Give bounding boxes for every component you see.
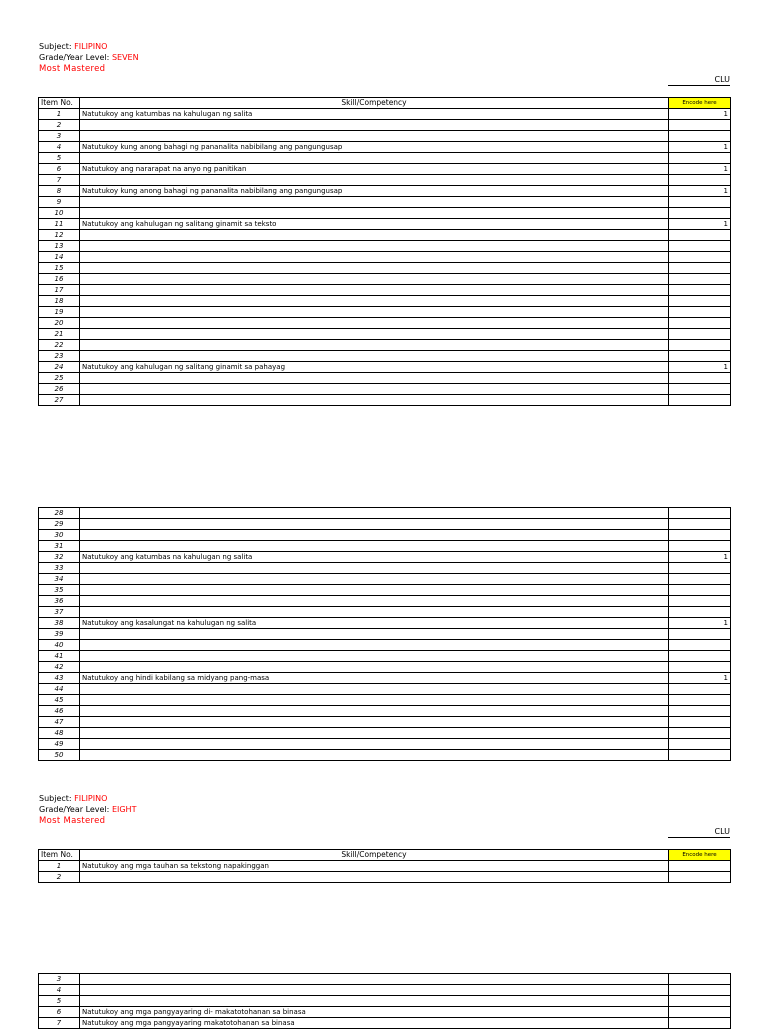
encode-cell[interactable] — [669, 175, 731, 186]
encode-here-header: Encode here — [669, 850, 731, 861]
skill-cell: Natutukoy kung anong bahagi ng pananalita nabibilang ang pangungusap — [80, 142, 669, 153]
encode-cell[interactable] — [669, 651, 731, 662]
table-row — [39, 728, 731, 739]
grade-value: EIGHT — [111, 805, 137, 814]
table-row — [39, 695, 731, 706]
item-number: 17 — [39, 285, 80, 296]
encode-cell[interactable] — [669, 662, 731, 673]
encode-here-header: Encode here — [669, 98, 731, 109]
encode-cell[interactable] — [669, 985, 731, 996]
skill-cell — [80, 175, 669, 186]
table-row — [39, 252, 731, 263]
skill-cell — [80, 684, 669, 695]
encode-cell[interactable] — [669, 996, 731, 1007]
encode-cell[interactable] — [669, 974, 731, 985]
table-row — [39, 596, 731, 607]
skill-competency-header: Skill/Competency — [80, 850, 669, 861]
encode-cell[interactable] — [669, 872, 731, 883]
skill-cell — [80, 241, 669, 252]
skill-cell — [80, 750, 669, 761]
table-row — [39, 153, 731, 164]
table-row — [39, 519, 731, 530]
encode-cell[interactable] — [669, 208, 731, 219]
item-number: 4 — [39, 985, 80, 996]
encode-cell[interactable] — [669, 563, 731, 574]
encode-cell[interactable]: 1 — [669, 673, 731, 684]
item-number: 35 — [39, 585, 80, 596]
item-number: 40 — [39, 640, 80, 651]
item-number: 9 — [39, 197, 80, 208]
item-number: 6 — [39, 1007, 80, 1018]
table-row — [39, 197, 731, 208]
encode-cell[interactable] — [669, 131, 731, 142]
table-row — [39, 618, 731, 629]
encode-cell[interactable] — [669, 120, 731, 131]
skill-cell: Natutukoy ang hindi kabilang sa midyang pang-masa — [80, 673, 669, 684]
encode-cell[interactable] — [669, 585, 731, 596]
table-row — [39, 996, 731, 1007]
table-row — [39, 230, 731, 241]
item-number: 1 — [39, 109, 80, 120]
item-number: 39 — [39, 629, 80, 640]
encode-cell[interactable] — [669, 307, 731, 318]
item-number: 46 — [39, 706, 80, 717]
table-row — [39, 296, 731, 307]
table-row — [39, 186, 731, 197]
table-row — [39, 563, 731, 574]
encode-cell[interactable] — [669, 574, 731, 585]
skill-cell — [80, 728, 669, 739]
skill-cell: Natutukoy ang mga pangyayaring di- makatotohanan sa binasa — [80, 1007, 669, 1018]
skill-competency-header: Skill/Competency — [80, 98, 669, 109]
skill-cell — [80, 508, 669, 519]
table-row — [39, 530, 731, 541]
encode-cell[interactable]: 1 — [669, 219, 731, 230]
encode-cell[interactable] — [669, 684, 731, 695]
table-row — [39, 629, 731, 640]
item-number: 31 — [39, 541, 80, 552]
encode-cell[interactable] — [669, 263, 731, 274]
item-number: 15 — [39, 263, 80, 274]
table-row — [39, 307, 731, 318]
grade-line-seven — [39, 52, 139, 63]
item-number: 27 — [39, 395, 80, 406]
item-number: 5 — [39, 996, 80, 1007]
table-header-row — [39, 98, 731, 109]
item-number: 32 — [39, 552, 80, 563]
skill-cell — [80, 607, 669, 618]
table-row — [39, 541, 731, 552]
encode-cell[interactable] — [669, 861, 731, 872]
skill-cell — [80, 563, 669, 574]
skill-cell — [80, 131, 669, 142]
encode-cell[interactable] — [669, 252, 731, 263]
table-row — [39, 662, 731, 673]
table-row — [39, 208, 731, 219]
item-number: 6 — [39, 164, 80, 175]
encode-cell[interactable] — [669, 530, 731, 541]
encode-cell[interactable] — [669, 384, 731, 395]
skill-cell — [80, 662, 669, 673]
item-number: 25 — [39, 373, 80, 384]
skill-cell — [80, 629, 669, 640]
subject-value: FILIPINO — [74, 794, 108, 803]
skill-cell: Natutukoy ang mga tauhan sa tekstong napakinggan — [80, 861, 669, 872]
encode-cell[interactable] — [669, 728, 731, 739]
clu-label-eight: CLU — [668, 827, 730, 838]
item-number: 44 — [39, 684, 80, 695]
subject-line-eight — [39, 793, 107, 804]
item-number: 24 — [39, 362, 80, 373]
item-number: 4 — [39, 142, 80, 153]
skill-cell — [80, 318, 669, 329]
item-number: 28 — [39, 508, 80, 519]
item-number: 48 — [39, 728, 80, 739]
skill-cell: Natutukoy ang kahulugan ng salitang ginamit sa pahayag — [80, 362, 669, 373]
table-row — [39, 373, 731, 384]
encode-cell[interactable] — [669, 541, 731, 552]
item-number: 11 — [39, 219, 80, 230]
encode-cell[interactable] — [669, 1007, 731, 1018]
table-row — [39, 395, 731, 406]
encode-cell[interactable] — [669, 607, 731, 618]
encode-cell[interactable]: 1 — [669, 109, 731, 120]
item-no-header: Item No. — [39, 98, 80, 109]
item-number: 38 — [39, 618, 80, 629]
item-number: 7 — [39, 1018, 80, 1029]
table-body — [39, 850, 731, 883]
table-row — [39, 274, 731, 285]
item-number: 49 — [39, 739, 80, 750]
skill-cell — [80, 230, 669, 241]
skill-cell — [80, 974, 669, 985]
encode-cell[interactable] — [669, 230, 731, 241]
skill-cell — [80, 574, 669, 585]
table-row — [39, 263, 731, 274]
skill-cell: Natutukoy ang katumbas na kahulugan ng salita — [80, 109, 669, 120]
table-row — [39, 329, 731, 340]
table-row — [39, 120, 731, 131]
item-number: 45 — [39, 695, 80, 706]
table-row — [39, 651, 731, 662]
skill-cell — [80, 717, 669, 728]
table-row — [39, 640, 731, 651]
item-number: 14 — [39, 252, 80, 263]
skill-cell — [80, 208, 669, 219]
item-number: 37 — [39, 607, 80, 618]
table-row — [39, 552, 731, 563]
skill-cell — [80, 329, 669, 340]
skill-cell — [80, 395, 669, 406]
encode-cell[interactable] — [669, 197, 731, 208]
item-number: 22 — [39, 340, 80, 351]
skill-cell — [80, 274, 669, 285]
item-number: 26 — [39, 384, 80, 395]
table-row — [39, 241, 731, 252]
subject-label: Subject: — [39, 42, 72, 51]
item-number: 43 — [39, 673, 80, 684]
skill-cell: Natutukoy kung anong bahagi ng pananalita nabibilang ang pangungusap — [80, 186, 669, 197]
item-number: 16 — [39, 274, 80, 285]
encode-cell[interactable] — [669, 629, 731, 640]
item-number: 12 — [39, 230, 80, 241]
item-number: 41 — [39, 651, 80, 662]
skill-cell — [80, 120, 669, 131]
item-number: 34 — [39, 574, 80, 585]
skill-cell — [80, 872, 669, 883]
table-row — [39, 175, 731, 186]
subject-label: Subject: — [39, 794, 72, 803]
table-row — [39, 706, 731, 717]
encode-cell[interactable]: 1 — [669, 362, 731, 373]
skill-cell: Natutukoy ang mga pangyayaring makatotohanan sa binasa — [80, 1018, 669, 1029]
skill-cell — [80, 739, 669, 750]
encode-cell[interactable] — [669, 508, 731, 519]
competency-table-eight-b — [38, 973, 731, 1029]
encode-cell[interactable]: 1 — [669, 142, 731, 153]
table-row — [39, 351, 731, 362]
item-no-header: Item No. — [39, 850, 80, 861]
subject-line-seven — [39, 41, 107, 52]
skill-cell — [80, 153, 669, 164]
table-row — [39, 750, 731, 761]
grade-line-eight — [39, 804, 136, 815]
competency-table-seven-b — [38, 507, 731, 761]
encode-cell[interactable] — [669, 519, 731, 530]
table-body — [39, 98, 731, 406]
table-row — [39, 508, 731, 519]
subject-value: FILIPINO — [74, 42, 108, 51]
skill-cell — [80, 373, 669, 384]
encode-cell[interactable] — [669, 241, 731, 252]
skill-cell — [80, 640, 669, 651]
item-number: 18 — [39, 296, 80, 307]
skill-cell — [80, 651, 669, 662]
encode-cell[interactable] — [669, 340, 731, 351]
encode-cell[interactable]: 1 — [669, 186, 731, 197]
table-row — [39, 362, 731, 373]
skill-cell: Natutukoy ang katumbas na kahulugan ng salita — [80, 552, 669, 563]
grade-value: SEVEN — [111, 53, 139, 62]
skill-cell — [80, 706, 669, 717]
item-number: 2 — [39, 872, 80, 883]
table-row — [39, 585, 731, 596]
skill-cell — [80, 695, 669, 706]
table-header-row — [39, 850, 731, 861]
item-number: 30 — [39, 530, 80, 541]
table-row — [39, 1007, 731, 1018]
most-mastered-title-eight — [39, 815, 105, 827]
item-number: 5 — [39, 153, 80, 164]
clu-label-seven: CLU — [668, 75, 730, 86]
item-number: 10 — [39, 208, 80, 219]
skill-cell: Natutukoy ang nararapat na anyo ng panitikan — [80, 164, 669, 175]
encode-cell[interactable] — [669, 351, 731, 362]
encode-cell[interactable] — [669, 640, 731, 651]
table-body — [39, 974, 731, 1029]
encode-cell[interactable]: 1 — [669, 164, 731, 175]
encode-cell[interactable] — [669, 706, 731, 717]
section-subtitle: Most Mastered — [39, 64, 106, 74]
table-row — [39, 717, 731, 728]
encode-cell[interactable] — [669, 318, 731, 329]
skill-cell — [80, 384, 669, 395]
item-number: 33 — [39, 563, 80, 574]
encode-cell[interactable]: 1 — [669, 552, 731, 563]
skill-cell: Natutukoy ang kasalungat na kahulugan ng salita — [80, 618, 669, 629]
table-body — [39, 508, 731, 761]
encode-cell[interactable] — [669, 373, 731, 384]
encode-cell[interactable] — [669, 717, 731, 728]
table-row — [39, 142, 731, 153]
item-number: 19 — [39, 307, 80, 318]
grade-label: Grade/Year Level: — [39, 53, 110, 62]
skill-cell — [80, 530, 669, 541]
table-row — [39, 861, 731, 872]
encode-cell[interactable] — [669, 596, 731, 607]
item-number: 2 — [39, 120, 80, 131]
encode-cell[interactable]: 1 — [669, 618, 731, 629]
skill-cell — [80, 252, 669, 263]
section-subtitle: Most Mastered — [39, 816, 106, 826]
encode-cell[interactable] — [669, 395, 731, 406]
competency-table-eight-a — [38, 849, 731, 883]
table-row — [39, 739, 731, 750]
table-row — [39, 164, 731, 175]
item-number: 20 — [39, 318, 80, 329]
table-row — [39, 974, 731, 985]
table-row — [39, 872, 731, 883]
table-row — [39, 318, 731, 329]
item-number: 29 — [39, 519, 80, 530]
table-row — [39, 340, 731, 351]
skill-cell — [80, 596, 669, 607]
table-row — [39, 219, 731, 230]
table-row — [39, 285, 731, 296]
encode-cell[interactable] — [669, 153, 731, 164]
skill-cell — [80, 263, 669, 274]
table-row — [39, 109, 731, 120]
encode-cell[interactable] — [669, 329, 731, 340]
table-row — [39, 384, 731, 395]
skill-cell — [80, 351, 669, 362]
table-row — [39, 673, 731, 684]
table-row — [39, 574, 731, 585]
item-number: 50 — [39, 750, 80, 761]
skill-cell — [80, 296, 669, 307]
skill-cell: Natutukoy ang kahulugan ng salitang ginamit sa teksto — [80, 219, 669, 230]
skill-cell — [80, 985, 669, 996]
item-number: 42 — [39, 662, 80, 673]
competency-table-seven-a — [38, 97, 731, 406]
skill-cell — [80, 307, 669, 318]
item-number: 8 — [39, 186, 80, 197]
skill-cell — [80, 585, 669, 596]
table-row — [39, 1018, 731, 1029]
encode-cell[interactable] — [669, 1018, 731, 1029]
item-number: 21 — [39, 329, 80, 340]
grade-label: Grade/Year Level: — [39, 805, 110, 814]
table-row — [39, 607, 731, 618]
encode-cell[interactable] — [669, 739, 731, 750]
table-row — [39, 131, 731, 142]
encode-cell[interactable] — [669, 296, 731, 307]
skill-cell — [80, 541, 669, 552]
table-row — [39, 985, 731, 996]
item-number: 7 — [39, 175, 80, 186]
most-mastered-title-seven — [39, 63, 105, 75]
skill-cell — [80, 996, 669, 1007]
item-number: 47 — [39, 717, 80, 728]
item-number: 23 — [39, 351, 80, 362]
table-row — [39, 684, 731, 695]
skill-cell — [80, 197, 669, 208]
item-number: 3 — [39, 974, 80, 985]
encode-cell[interactable] — [669, 750, 731, 761]
item-number: 1 — [39, 861, 80, 872]
encode-cell[interactable] — [669, 274, 731, 285]
encode-cell[interactable] — [669, 285, 731, 296]
skill-cell — [80, 285, 669, 296]
item-number: 3 — [39, 131, 80, 142]
skill-cell — [80, 519, 669, 530]
encode-cell[interactable] — [669, 695, 731, 706]
skill-cell — [80, 340, 669, 351]
item-number: 13 — [39, 241, 80, 252]
item-number: 36 — [39, 596, 80, 607]
